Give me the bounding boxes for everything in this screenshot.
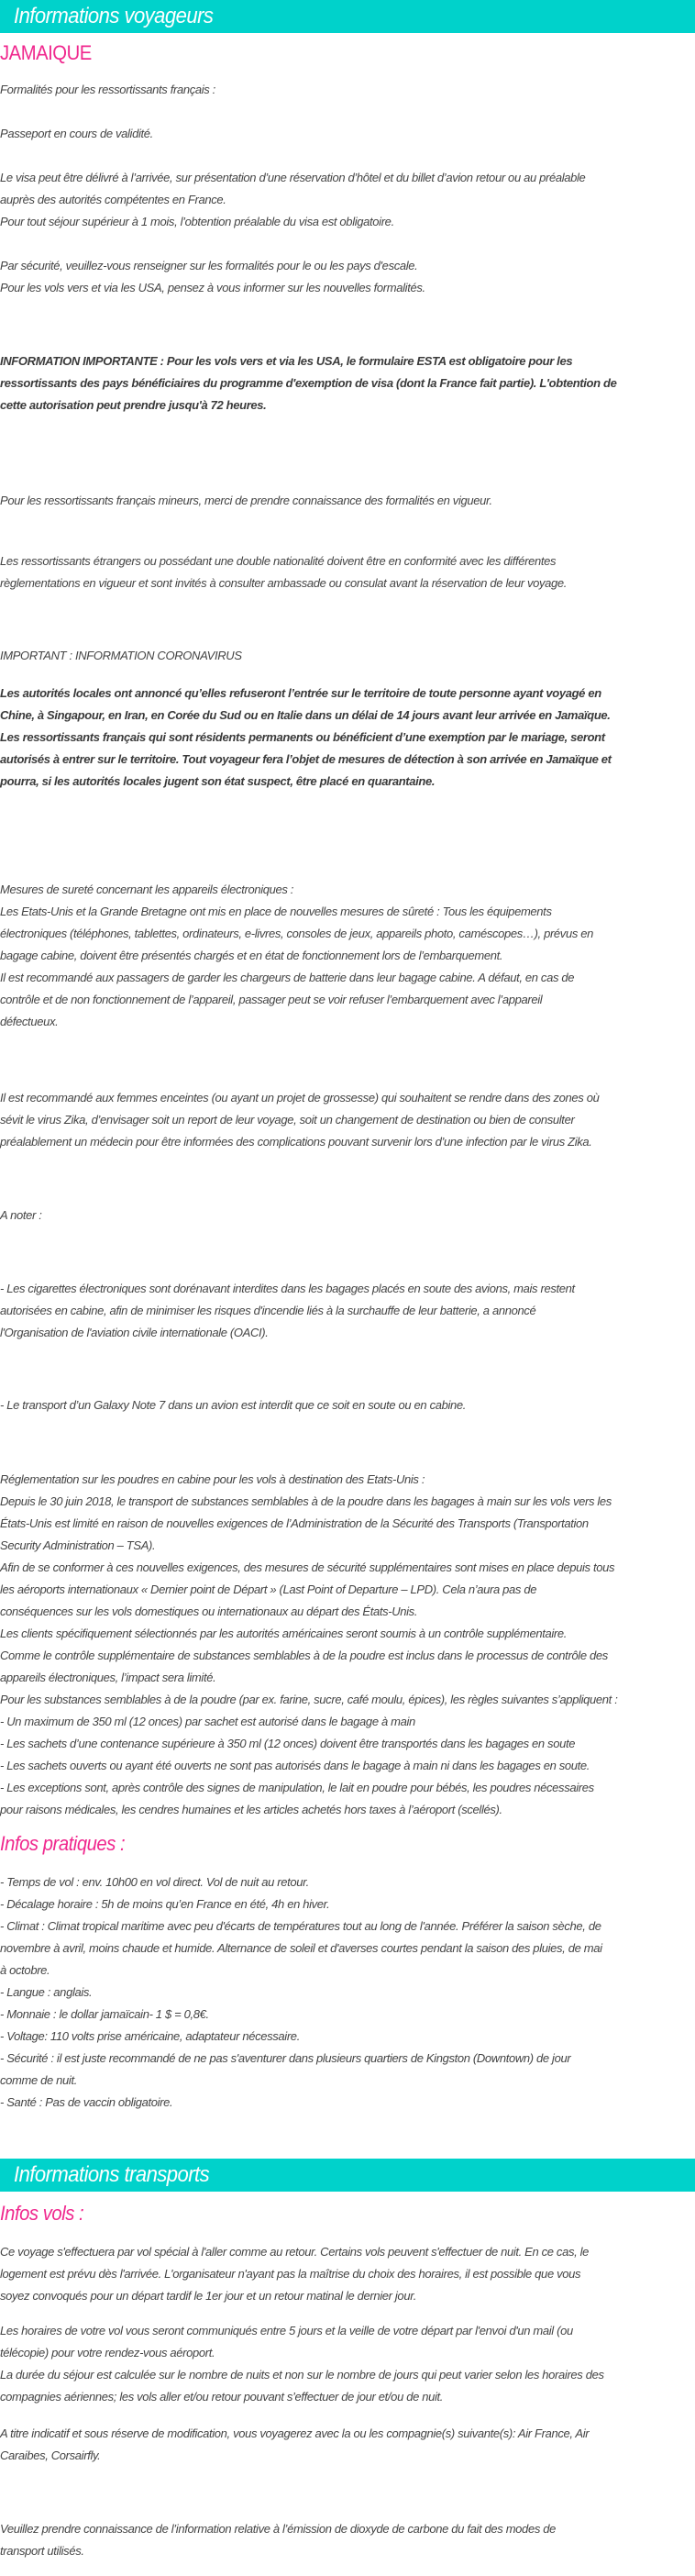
infos-vols-title: Infos vols : (0, 2202, 84, 2225)
text-line: bagage cabine, doivent être présentés chargés et en état de fonctionnement lors de l’embarquement. (0, 949, 503, 962)
text-line: - Un maximum de 350 ml (12 onces) par sachet est autorisé dans le bagage à main (0, 1715, 415, 1728)
text-line: l'Organisation de l'aviation civile internationale (OACI). (0, 1326, 269, 1339)
text-line: Pour tout séjour supérieur à 1 mois, l’obtention préalable du visa est obligatoire. (0, 215, 394, 228)
text-line: compagnies aériennes; les vols aller et/ou retour pouvant s’effectuer de jour et/ou de nuit. (0, 2390, 444, 2404)
section-banner-transports (0, 2159, 695, 2192)
text-line: Il est recommandé aux passagers de garder les chargeurs de batterie dans leur bagage cabine. A défaut, en cas de (0, 971, 575, 984)
text-line: - Décalage horaire : 5h de moins qu’en France en été, 4h en hiver. (0, 1897, 330, 1911)
text-line: Il est recommandé aux femmes enceintes (ou ayant un projet de grossesse) qui souhaitent se rendre dans des zones où (0, 1091, 600, 1105)
text-line: A noter : (0, 1208, 42, 1222)
text-line: électroniques (téléphones, tablettes, ordinateurs, e-livres, consoles de jeux, appareils photo, caméscopes…), prévus en (0, 927, 594, 940)
text-line: appareils électroniques, l’impact sera limité. (0, 1671, 216, 1684)
text-line: Les ressortissants français qui sont résidents permanents ou bénéficient d’une exemption par le mariage, seront (0, 730, 605, 744)
text-line: Afin de se conformer à ces nouvelles exigences, des mesures de sécurité supplémentaires sont mises en place depuis tous (0, 1560, 615, 1574)
text-line: Les Etats-Unis et la Grande Bretagne ont mis en place de nouvelles mesures de sûreté : Tous les équipements (0, 905, 552, 918)
section-banner-voyageurs (0, 0, 695, 33)
text-line: Les autorités locales ont annoncé qu’elles refuseront l’entrée sur le territoire de toute personne ayant voyagé en (0, 686, 601, 700)
text-line: Mesures de sureté concernant les appareils électroniques : (0, 883, 294, 896)
text-line: Ce voyage s'effectuera par vol spécial à l'aller comme au retour. Certains vols peuvent s'effectuer de nuit. En ce cas, le (0, 2245, 590, 2259)
text-line: Pour les ressortissants français mineurs, merci de prendre connaissance des formalités en vigueur. (0, 494, 492, 507)
text-line: - Les exceptions sont, après contrôle des signes de manipulation, le lait en poudre pour bébés, les poudres nécessaires (0, 1781, 594, 1794)
text-line: logement est prévu dès l'arrivée. L'organisateur n'ayant pas la maîtrise du choix des horaires, il est possible que vous (0, 2267, 581, 2281)
text-line: IMPORTANT : INFORMATION CORONAVIRUS (0, 649, 242, 662)
text-line: INFORMATION IMPORTANTE : Pour les vols vers et via les USA, le formulaire ESTA est obligatoire pour les (0, 354, 573, 368)
text-line: défectueux. (0, 1015, 59, 1028)
text-line: - Monnaie : le dollar jamaïcain- 1 $ = 0,8€. (0, 2007, 209, 2021)
country-title: JAMAIQUE (0, 41, 92, 64)
text-line: cette autorisation peut prendre jusqu'à 72 heures. (0, 398, 267, 412)
text-line: préalablement un médecin pour être informées des complications pouvant survenir lors d’une infection par le virus Zika. (0, 1135, 592, 1149)
text-line: les aéroports internationaux « Dernier point de Départ » (Last Point of Departure – LPD). Cela n’aura pas de (0, 1582, 537, 1596)
text-line: Le visa peut être délivré à l’arrivée, sur présentation d’une réservation d’hôtel et du billet d’avion retour ou au préalable (0, 171, 586, 184)
text-line: - Les cigarettes électroniques sont dorénavant interdites dans les bagages placés en soute des avions, mais restent (0, 1282, 575, 1295)
text-line: soyez convoqués pour un départ tardif le 1er jour et un retour matinal le dernier jour. (0, 2289, 416, 2303)
text-line: auprès des autorités compétentes en France. (0, 193, 226, 206)
text-line: Par sécurité, veuillez-vous renseigner sur les formalités pour le ou les pays d'escale. (0, 259, 418, 272)
text-line: Les ressortissants étrangers ou possédant une double nationalité doivent être en conformité avec les différentes (0, 554, 557, 568)
text-line: Security Administration – TSA). (0, 1538, 156, 1552)
text-line: pour raisons médicales, les cendres humaines et les articles achetés hors taxes à l’aéroport (scellés). (0, 1803, 502, 1816)
text-line: - Les sachets d’une contenance supérieure à 350 ml (12 onces) doivent être transportés dans les bagages en soute (0, 1737, 576, 1750)
text-line: Comme le contrôle supplémentaire de substances semblables à de la poudre est inclus dans le processus de contrôle des (0, 1649, 608, 1662)
text-line: transport utilisés. (0, 2544, 84, 2558)
text-line: pourra, si les autorités locales jugent son état suspect, être placé en quarantaine. (0, 774, 436, 788)
text-line: Veuillez prendre connaissance de l’information relative à l’émission de dioxyde de carbone du fait des modes de (0, 2522, 556, 2536)
section-title-voyageurs: Informations voyageurs (14, 4, 214, 28)
text-line: Caraibes, Corsairfly. (0, 2448, 101, 2462)
text-line: - Santé : Pas de vaccin obligatoire. (0, 2095, 173, 2109)
text-line: à octobre. (0, 1963, 50, 1977)
text-line: autorisées en cabine, afin de minimiser les risques d'incendie liés à la surchauffe de leur batterie, a annoncé (0, 1304, 536, 1317)
text-line: ressortissants des pays bénéficiaires du programme d'exemption de visa (dont la France fait partie). L'obtention de (0, 376, 617, 390)
text-line: Réglementation sur les poudres en cabine pour les vols à destination des Etats-Unis : (0, 1472, 425, 1486)
infos-pratiques-title: Infos pratiques : (0, 1832, 126, 1855)
text-line: Les horaires de votre vol vous seront communiqués entre 5 jours et la veille de votre départ par l'envoi d'un mail (ou (0, 2324, 573, 2337)
text-line: États-Unis est limité en raison de nouvelles exigences de l’Administration de la Sécurité des Transports (Transportation (0, 1516, 589, 1530)
text-line: - Le transport d’un Galaxy Note 7 dans un avion est interdit que ce soit en soute ou en cabine. (0, 1398, 467, 1412)
text-line: Les clients spécifiquement sélectionnés par les autorités américaines seront soumis à un contrôle supplémentaire. (0, 1627, 568, 1640)
text-line: comme de nuit. (0, 2073, 77, 2087)
text-line: - Langue : anglais. (0, 1985, 93, 1999)
text-line: - Sécurité : il est juste recommandé de ne pas s'aventurer dans plusieurs quartiers de Kingston (Downtown) de jour (0, 2051, 571, 2065)
text-line: conséquences sur les vols domestiques ou internationaux au départ des États-Unis. (0, 1604, 418, 1618)
text-line: - Les sachets ouverts ou ayant été ouverts ne sont pas autorisés dans le bagage à main ni dans les bagages en soute. (0, 1759, 590, 1772)
text-line: Depuis le 30 juin 2018, le transport de substances semblables à de la poudre dans les bagages à main sur les vols vers les (0, 1494, 612, 1508)
text-line: règlementations en vigueur et sont invités à consulter ambassade ou consulat avant la réservation de leur voyage. (0, 576, 568, 590)
text-line: Passeport en cours de validité. (0, 127, 153, 140)
text-line: autorisés à entrer sur le territoire. Tout voyageur fera l’objet de mesures de détection à son arrivée en Jamaïque et (0, 752, 612, 766)
text-line: Pour les substances semblables à de la poudre (par ex. farine, sucre, café moulu, épices), les règles suivantes s’appliquent : (0, 1693, 618, 1706)
text-line: Pour les vols vers et via les USA, pensez à vous informer sur les nouvelles formalités. (0, 281, 425, 294)
text-line: contrôle et de non fonctionnement de l’appareil, passager peut se voir refuser l’embarquement avec l’appareil (0, 993, 543, 1006)
text-line: Formalités pour les ressortissants français : (0, 83, 215, 96)
text-line: télécopie) pour votre rendez-vous aéroport. (0, 2346, 215, 2359)
text-line: - Voltage: 110 volts prise américaine, adaptateur nécessaire. (0, 2029, 300, 2043)
text-line: novembre à avril, moins chaude et humide. Alternance de soleil et d'averses courtes pendant la saison des pluies, de mai (0, 1941, 602, 1955)
section-title-transports: Informations transports (14, 2162, 210, 2187)
text-line: - Temps de vol : env. 10h00 en vol direct. Vol de nuit au retour. (0, 1875, 309, 1889)
text-line: La durée du séjour est calculée sur le nombre de nuits et non sur le nombre de jours qui peut varier selon les horaires des (0, 2368, 604, 2382)
text-line: Chine, à Singapour, en Iran, en Corée du Sud ou en Italie dans un délai de 14 jours avant leur arrivée en Jamaïque. (0, 708, 611, 722)
text-line: - Climat : Climat tropical maritime avec peu d'écarts de températures tout au long de l'année. Préférer la saison sèche, de (0, 1919, 601, 1933)
text-line: A titre indicatif et sous réserve de modification, vous voyagerez avec la ou les compagnie(s) suivante(s): Air France, Air (0, 2426, 590, 2440)
text-line: sévit le virus Zika, d’envisager soit un report de leur voyage, soit un changement de destination ou bien de consulter (0, 1113, 575, 1127)
